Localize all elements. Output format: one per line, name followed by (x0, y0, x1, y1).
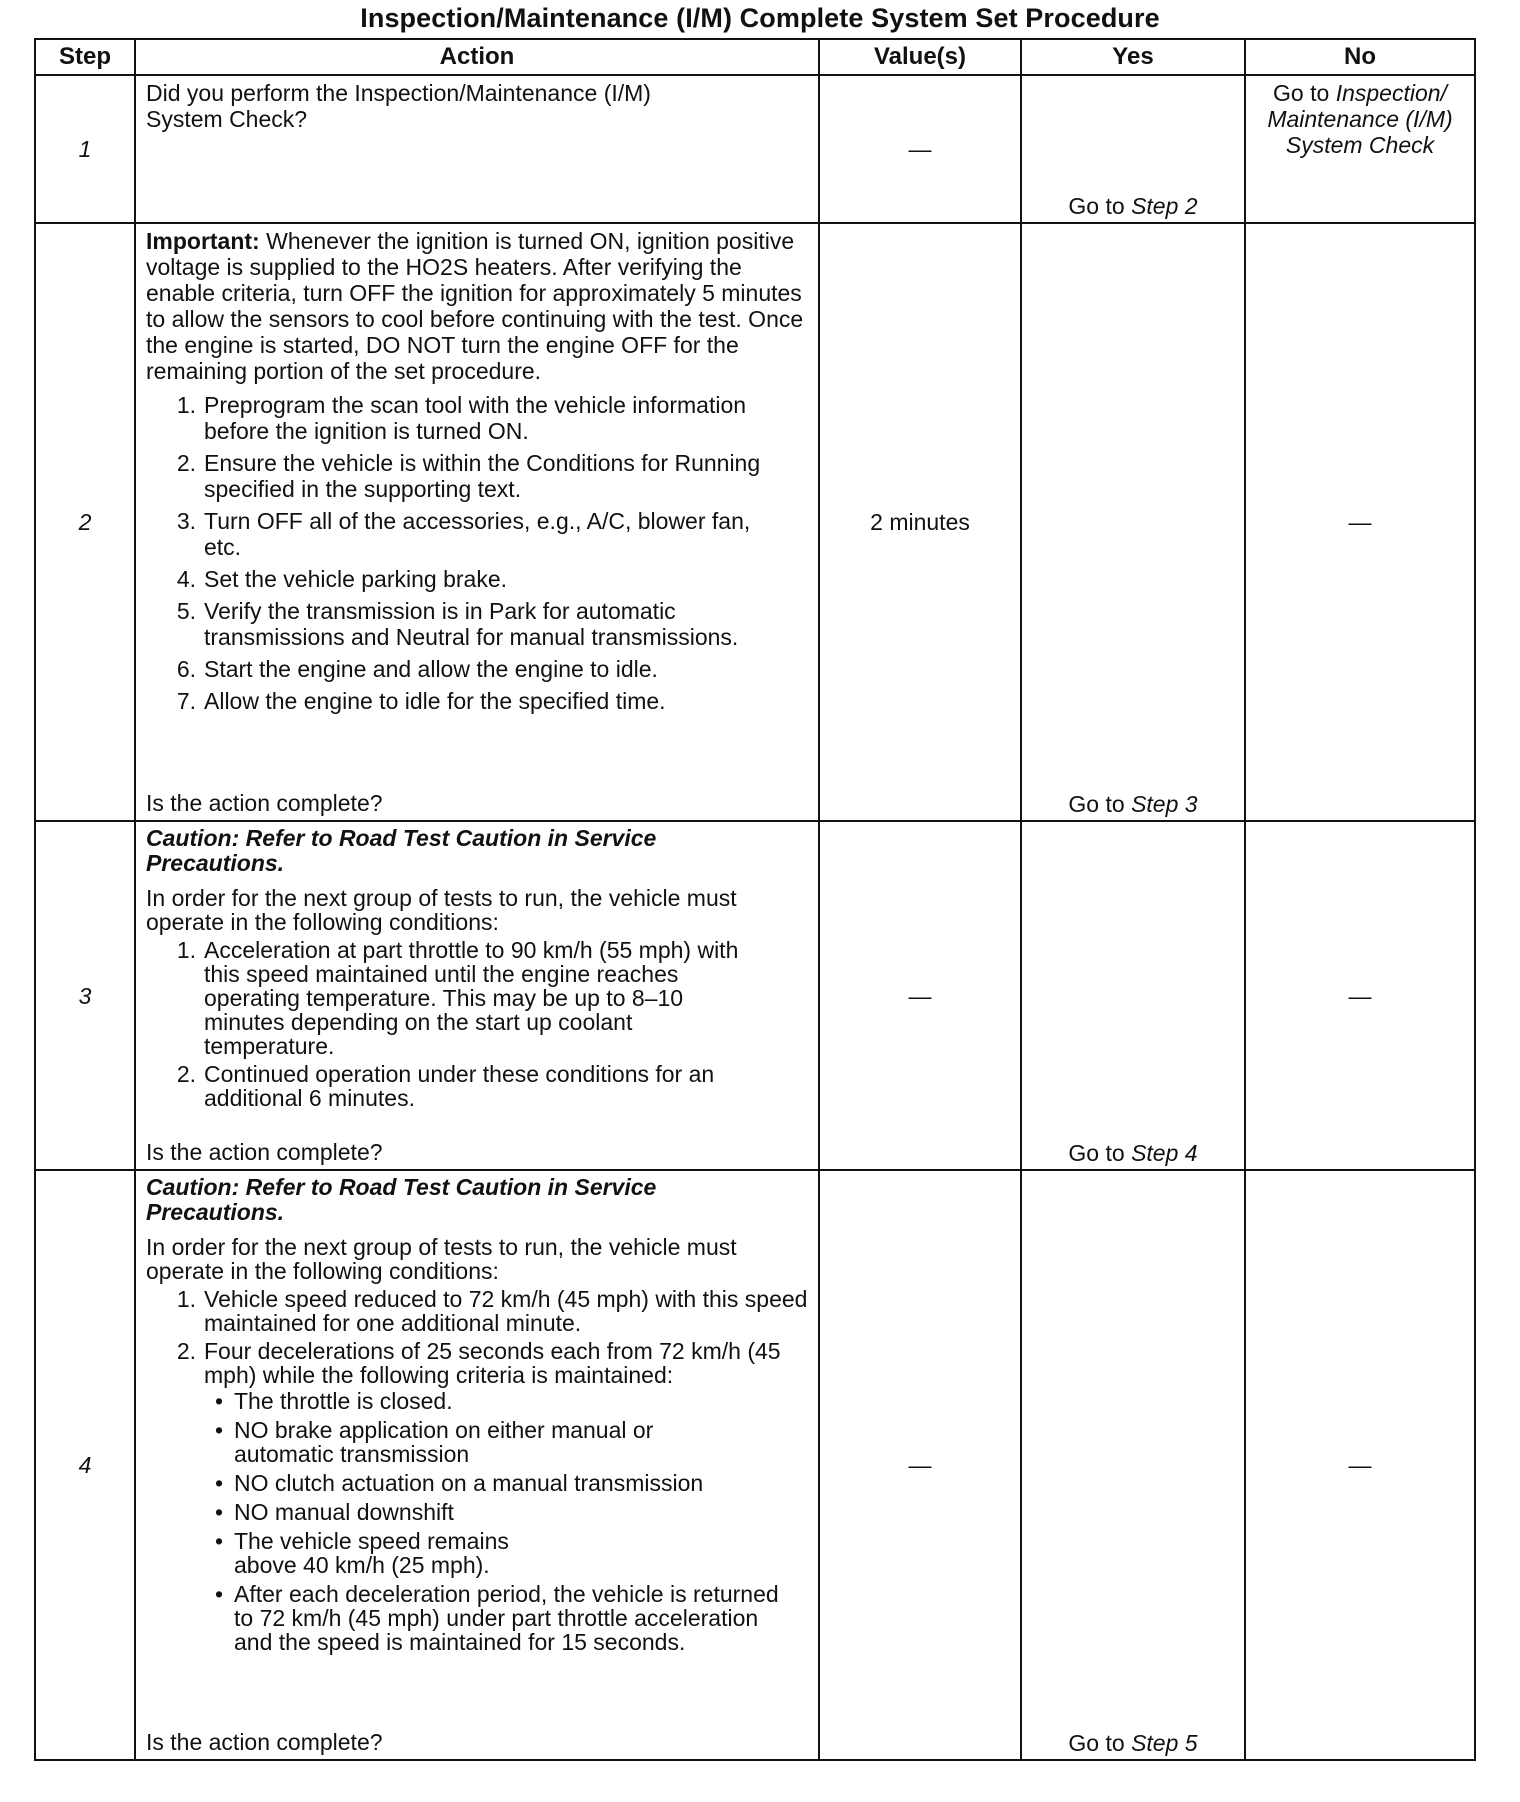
list-text: Vehicle speed reduced to 72 km/h (45 mph) with this speed maintained for one additional minute. (204, 1286, 808, 1336)
yes-cell (1021, 223, 1245, 821)
conditions-intro: In order for the next group of tests to run, the vehicle must operate in the following conditions: (146, 885, 737, 935)
list-text: Verify the transmission is in Park for automatic transmissions and Neutral for manual transmissions. (204, 598, 739, 650)
list-number: 6. (176, 656, 196, 682)
header-no: No (1245, 39, 1475, 75)
list-text: Four decelerations of 25 seconds each from 72 km/h (45 mph) while the following criteria is maintained: (204, 1338, 781, 1388)
important-text: Whenever the ignition is turned ON, ignition positive voltage is supplied to the HO2S heaters. After verifying the enable criteria, turn OFF the ignition for approximately 5 minutes to allow the sensors to cool before continuing with the test. Once the engine is started, DO NOT turn the engine OFF for the remaining portion of the set procedure. (146, 228, 804, 384)
list-number: 2. (176, 1338, 196, 1364)
table-row-step-1 (35, 75, 1475, 223)
action-question: Is the action complete? (146, 790, 383, 816)
no-cell (1245, 75, 1475, 223)
no-cell: — (1245, 223, 1475, 821)
action-cell (135, 1170, 819, 1760)
bullet-item: • NO manual downshift (204, 1500, 808, 1524)
list-number: 1. (176, 392, 196, 418)
action-cell (135, 821, 819, 1170)
yes-step-link[interactable]: Step 2 (1131, 193, 1198, 219)
list-item (146, 508, 808, 560)
bullet-text: NO brake application on either manual or automatic transmission (234, 1417, 654, 1467)
yes-prefix: Go to (1068, 1140, 1132, 1166)
bullet-text: The throttle is closed. (234, 1388, 453, 1414)
yes-step-link[interactable]: Step 5 (1131, 1730, 1198, 1756)
list-item (146, 938, 808, 1058)
numbered-list (146, 1287, 808, 1654)
important-label: Important: (146, 228, 260, 254)
step-number: 1 (35, 75, 135, 223)
list-number: 2. (176, 450, 196, 476)
list-text: Ensure the vehicle is within the Conditions for Running specified in the supporting text. (204, 450, 761, 502)
list-number: 3. (176, 508, 196, 534)
yes-prefix: Go to (1068, 1730, 1132, 1756)
yes-prefix: Go to (1068, 193, 1132, 219)
table-row-step-2 (35, 223, 1475, 821)
action-text: Did you perform the Inspection/Maintenance (I/M) System Check? (146, 80, 651, 132)
bullet-text: After each deceleration period, the vehicle is returned to 72 km/h (45 mph) under part throttle acceleration and the speed is maintained for 15 seconds. (234, 1581, 779, 1655)
action-cell (135, 75, 819, 223)
yes-prefix: Go to (1068, 791, 1132, 817)
step-number: 2 (35, 223, 135, 821)
list-number: 1. (176, 937, 196, 963)
bullet-list (204, 1389, 808, 1654)
no-cell: — (1245, 821, 1475, 1170)
bullet-item: • The vehicle speed remains above 40 km/h (25 mph). (204, 1529, 808, 1577)
important-note (146, 228, 808, 384)
list-number: 7. (176, 688, 196, 714)
numbered-list (146, 938, 808, 1110)
bullet-item: • NO brake application on either manual or automatic transmission (204, 1418, 808, 1466)
page-title: Inspection/Maintenance (I/M) Complete System Set Procedure (360, 3, 1160, 33)
numbered-list (146, 392, 808, 714)
value-cell: — (819, 75, 1021, 223)
list-number: 4. (176, 566, 196, 592)
bullet-item: • After each deceleration period, the vehicle is returned to 72 km/h (45 mph) under part throttle acceleration and the speed is maintained for 15 seconds. (204, 1582, 808, 1654)
yes-cell (1021, 1170, 1245, 1760)
yes-cell (1021, 821, 1245, 1170)
list-item (146, 598, 808, 650)
header-values: Value(s) (819, 39, 1021, 75)
header-step: Step (35, 39, 135, 75)
value-cell: 2 minutes (819, 223, 1021, 821)
no-link[interactable]: Inspection/ Maintenance (I/M) System Check (1267, 80, 1453, 158)
action-cell (135, 223, 819, 821)
header-action: Action (135, 39, 819, 75)
list-text: Preprogram the scan tool with the vehicle information before the ignition is turned ON. (204, 392, 747, 444)
procedure-table (34, 38, 1476, 1761)
list-item (146, 566, 808, 592)
bullet-item: • The throttle is closed. (204, 1389, 808, 1413)
action-question: Is the action complete? (146, 1139, 383, 1165)
yes-step-link[interactable]: Step 4 (1131, 1140, 1198, 1166)
bullet-item: • NO clutch actuation on a manual transmission (204, 1471, 808, 1495)
list-text: Set the vehicle parking brake. (204, 566, 508, 592)
list-text: Allow the engine to idle for the specified time. (204, 688, 666, 714)
list-text: Acceleration at part throttle to 90 km/h (55 mph) with this speed maintained until the engine reaches operating temperature. This may be up to 8–10 minutes depending on the start up coolant temperature. (204, 937, 739, 1059)
list-number: 1. (176, 1286, 196, 1312)
conditions-intro: In order for the next group of tests to run, the vehicle must operate in the following conditions: (146, 1234, 737, 1284)
list-number: 5. (176, 598, 196, 624)
list-item (146, 392, 808, 444)
list-text: Continued operation under these conditions for an additional 6 minutes. (204, 1061, 715, 1111)
header-yes: Yes (1021, 39, 1245, 75)
list-text: Start the engine and allow the engine to idle. (204, 656, 658, 682)
list-item (146, 656, 808, 682)
table-row-step-4 (35, 1170, 1475, 1760)
step-number: 4 (35, 1170, 135, 1760)
table-row-step-3 (35, 821, 1475, 1170)
no-cell: — (1245, 1170, 1475, 1760)
list-item (146, 1287, 808, 1335)
caution-note: Caution: Refer to Road Test Caution in Service Precautions. (146, 1174, 657, 1225)
list-item (146, 1062, 808, 1110)
yes-cell (1021, 75, 1245, 223)
action-question: Is the action complete? (146, 1729, 383, 1755)
table-header-row (35, 39, 1475, 75)
value-cell: — (819, 821, 1021, 1170)
list-item (146, 450, 808, 502)
bullet-text: The vehicle speed remains above 40 km/h (25 mph). (234, 1528, 509, 1578)
value-cell: — (819, 1170, 1021, 1760)
bullet-text: NO clutch actuation on a manual transmission (234, 1470, 704, 1496)
no-prefix: Go to (1273, 80, 1336, 106)
bullet-text: NO manual downshift (234, 1499, 454, 1525)
list-number: 2. (176, 1061, 196, 1087)
yes-step-link[interactable]: Step 3 (1131, 791, 1198, 817)
step-number: 3 (35, 821, 135, 1170)
list-item (146, 1339, 808, 1654)
caution-note: Caution: Refer to Road Test Caution in Service Precautions. (146, 825, 657, 876)
list-item (146, 688, 808, 714)
list-text: Turn OFF all of the accessories, e.g., A/C, blower fan, etc. (204, 508, 751, 560)
